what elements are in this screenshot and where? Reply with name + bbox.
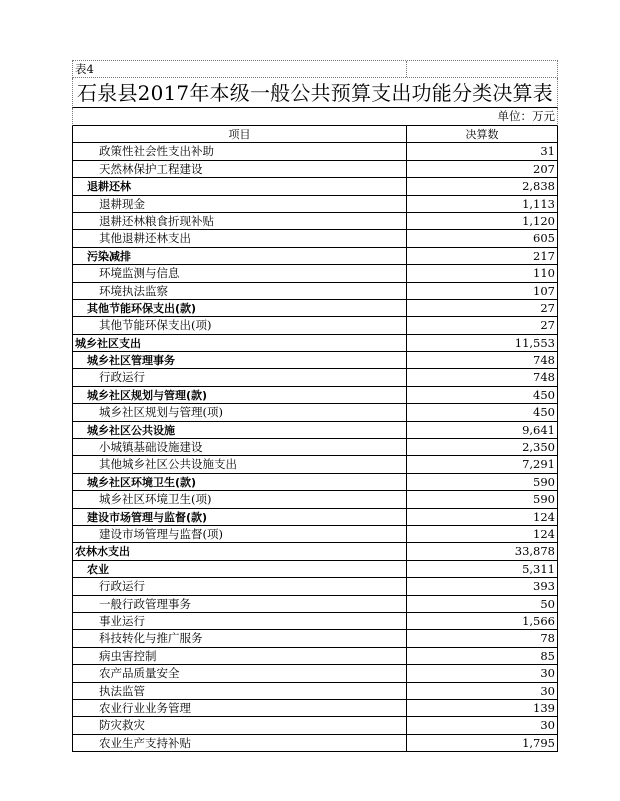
page-title: 石泉县2017年本级一般公共预算支出功能分类决算表 bbox=[77, 81, 553, 105]
row-amount: 85 bbox=[540, 648, 555, 663]
table-row bbox=[72, 230, 558, 247]
row-amount: 110 bbox=[533, 266, 555, 281]
table-row bbox=[72, 474, 558, 491]
table-row bbox=[72, 665, 558, 682]
row-item: 环境监测与信息 bbox=[73, 265, 407, 281]
row-amount: 124 bbox=[533, 526, 555, 541]
row-item: 城乡社区规划与管理(项) bbox=[73, 404, 407, 420]
row-item: 科技转化与推广服务 bbox=[73, 630, 407, 646]
table-row bbox=[72, 283, 558, 300]
title-row bbox=[72, 78, 558, 108]
row-item: 一般行政管理事务 bbox=[73, 596, 407, 612]
table-row bbox=[72, 630, 558, 647]
row-item: 建设市场管理与监督(项) bbox=[73, 526, 407, 542]
row-amount: 450 bbox=[533, 387, 555, 402]
row-item: 农业 bbox=[73, 561, 407, 577]
row-amount: 27 bbox=[540, 300, 555, 315]
row-amount: 107 bbox=[533, 283, 555, 298]
row-amount: 30 bbox=[540, 683, 555, 698]
row-amount: 748 bbox=[533, 353, 555, 368]
row-item: 城乡社区环境卫生(项) bbox=[73, 491, 407, 507]
table-row bbox=[72, 317, 558, 334]
row-amount: 1,120 bbox=[522, 213, 555, 228]
table-row bbox=[72, 369, 558, 386]
table-row bbox=[72, 300, 558, 317]
row-amount: 30 bbox=[540, 666, 555, 681]
row-item: 环境执法监察 bbox=[73, 283, 407, 299]
unit-label: 单位：万元 bbox=[497, 109, 555, 123]
row-amount: 124 bbox=[533, 509, 555, 524]
unit-row bbox=[72, 108, 558, 126]
row-item: 农业生产支持补贴 bbox=[73, 735, 407, 751]
row-amount: 748 bbox=[533, 370, 555, 385]
table-row bbox=[72, 735, 558, 752]
row-item: 农业行业业务管理 bbox=[73, 700, 407, 716]
table-row bbox=[72, 456, 558, 473]
row-item: 城乡社区公共设施 bbox=[73, 422, 407, 438]
row-amount: 1,113 bbox=[522, 196, 555, 211]
row-item: 行政运行 bbox=[73, 369, 407, 385]
row-item: 天然林保护工程建设 bbox=[73, 161, 407, 177]
row-item: 政策性社会性支出补助 bbox=[73, 143, 407, 159]
row-item: 城乡社区环境卫生(款) bbox=[73, 474, 407, 490]
row-item: 退耕现金 bbox=[73, 196, 407, 212]
table-row bbox=[72, 683, 558, 700]
table-row bbox=[72, 143, 558, 160]
row-item: 建设市场管理与监督(款) bbox=[73, 509, 407, 525]
row-item: 其他退耕还林支出 bbox=[73, 230, 407, 246]
table-row bbox=[72, 387, 558, 404]
row-amount: 5,311 bbox=[522, 561, 555, 576]
row-item: 病虫害控制 bbox=[73, 648, 407, 664]
table-row bbox=[72, 352, 558, 369]
table-row bbox=[72, 700, 558, 717]
row-item: 退耕还林粮食折现补贴 bbox=[73, 213, 407, 229]
table-row bbox=[72, 248, 558, 265]
row-amount: 450 bbox=[533, 405, 555, 420]
row-amount: 1,566 bbox=[522, 613, 555, 628]
table-number: 表4 bbox=[73, 61, 407, 77]
row-amount: 605 bbox=[533, 231, 555, 246]
table-row bbox=[72, 613, 558, 630]
table-row bbox=[72, 717, 558, 734]
header-item: 项目 bbox=[73, 126, 407, 142]
row-item: 其他城乡社区公共设施支出 bbox=[73, 456, 407, 472]
table-row bbox=[72, 648, 558, 665]
row-amount: 7,291 bbox=[522, 457, 555, 472]
row-amount: 1,795 bbox=[522, 735, 555, 750]
budget-sheet bbox=[72, 60, 558, 752]
row-item: 行政运行 bbox=[73, 578, 407, 594]
row-amount: 139 bbox=[533, 700, 555, 715]
row-amount: 207 bbox=[533, 161, 555, 176]
row-item: 退耕还林 bbox=[73, 178, 407, 194]
row-item: 执法监管 bbox=[73, 683, 407, 699]
row-amount: 393 bbox=[533, 579, 555, 594]
table-row bbox=[72, 265, 558, 282]
row-amount: 30 bbox=[540, 718, 555, 733]
row-amount: 2,350 bbox=[522, 440, 555, 455]
row-amount: 11,553 bbox=[514, 335, 555, 350]
table-row bbox=[72, 578, 558, 595]
row-item: 事业运行 bbox=[73, 613, 407, 629]
row-amount: 217 bbox=[533, 248, 555, 263]
header-amount: 决算数 bbox=[465, 128, 499, 141]
table-row bbox=[72, 213, 558, 230]
table-row bbox=[72, 161, 558, 178]
table-row bbox=[72, 439, 558, 456]
row-amount: 78 bbox=[540, 631, 555, 646]
row-amount: 27 bbox=[540, 318, 555, 333]
row-amount: 2,838 bbox=[522, 179, 555, 194]
table-row bbox=[72, 596, 558, 613]
table-row bbox=[72, 422, 558, 439]
row-amount: 33,878 bbox=[514, 544, 555, 559]
row-item: 农林水支出 bbox=[73, 543, 407, 559]
table-row bbox=[72, 561, 558, 578]
table-row bbox=[72, 491, 558, 508]
table-row bbox=[72, 178, 558, 195]
row-item: 防灾救灾 bbox=[73, 717, 407, 733]
row-amount: 590 bbox=[533, 492, 555, 507]
table-row bbox=[72, 196, 558, 213]
table-number-row bbox=[72, 60, 558, 78]
table-header bbox=[72, 126, 558, 143]
row-item: 城乡社区支出 bbox=[73, 335, 407, 351]
row-amount: 590 bbox=[533, 474, 555, 489]
table-row bbox=[72, 543, 558, 560]
table-row bbox=[72, 509, 558, 526]
row-item: 小城镇基础设施建设 bbox=[73, 439, 407, 455]
table-row bbox=[72, 404, 558, 421]
row-item: 其他节能环保支出(款) bbox=[73, 300, 407, 316]
table-row bbox=[72, 335, 558, 352]
table-body bbox=[72, 143, 558, 752]
row-item: 其他节能环保支出(项) bbox=[73, 317, 407, 333]
row-item: 污染减排 bbox=[73, 248, 407, 264]
row-amount: 9,641 bbox=[522, 422, 555, 437]
row-item: 城乡社区规划与管理(款) bbox=[73, 387, 407, 403]
row-amount: 31 bbox=[540, 144, 555, 159]
table-row bbox=[72, 526, 558, 543]
row-item: 城乡社区管理事务 bbox=[73, 352, 407, 368]
row-amount: 50 bbox=[540, 596, 555, 611]
row-item: 农产品质量安全 bbox=[73, 665, 407, 681]
